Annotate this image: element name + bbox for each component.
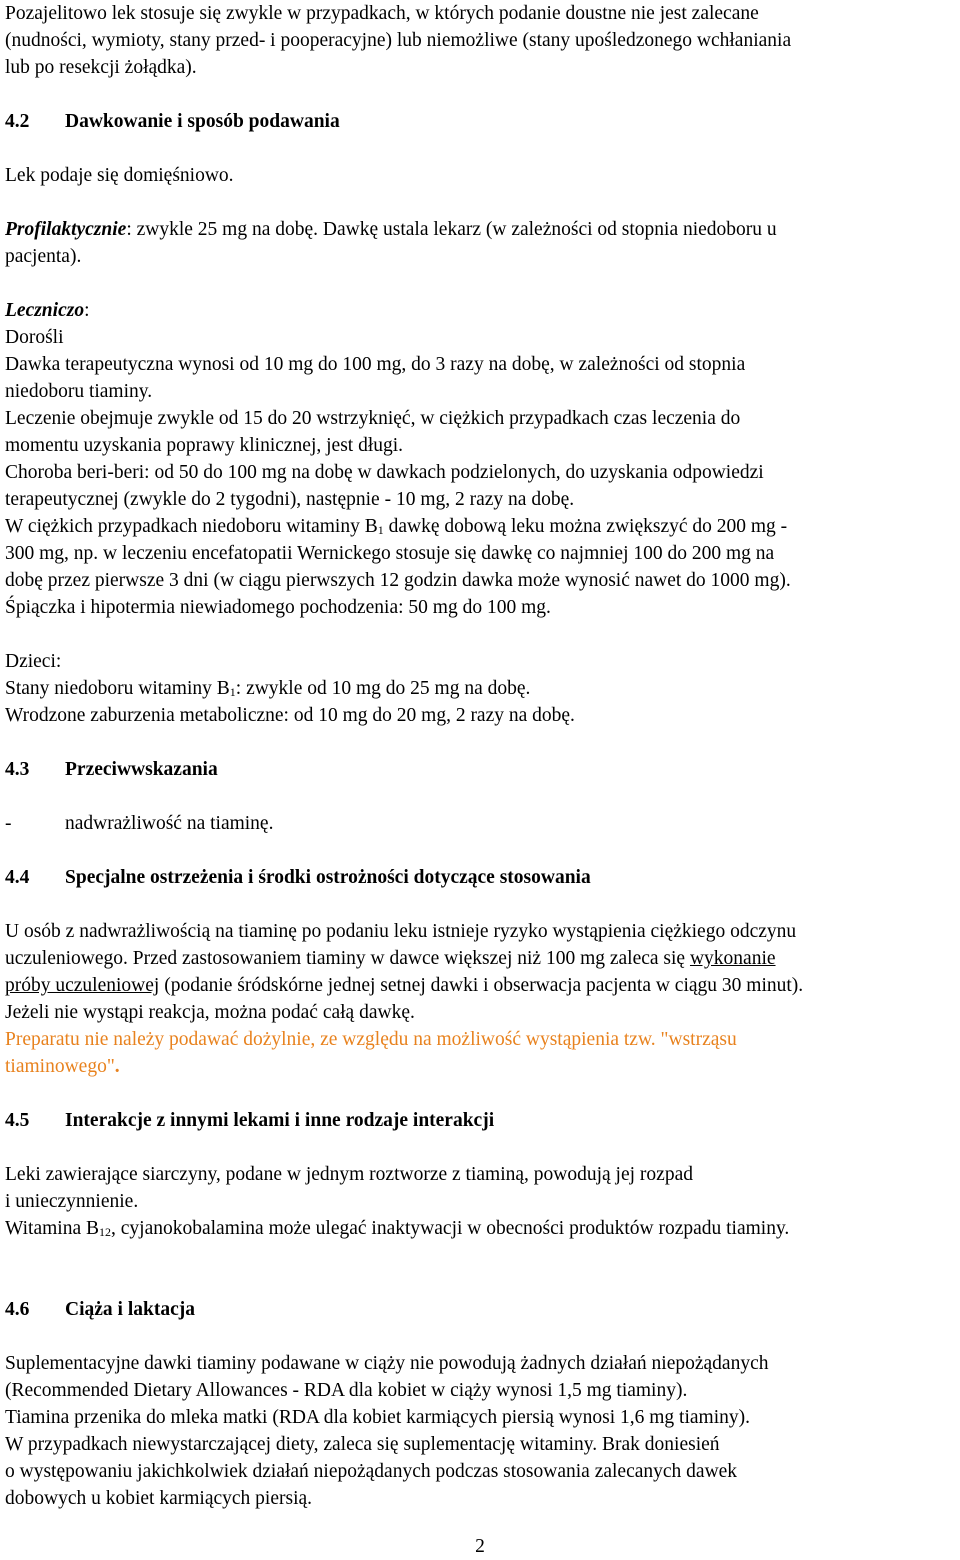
- section-number: 4.4: [5, 867, 30, 888]
- text-line: Leki zawierające siarczyny, podane w jednym roztworze z tiaminą, powodują jej rozpad: [5, 1164, 693, 1185]
- text-segment: , cyjanokobalamina może ulegać inaktywacji w obecności produktów rozpadu tiaminy.: [111, 1218, 790, 1239]
- section-number: 4.5: [5, 1110, 30, 1131]
- text-line: Śpiączka i hipotermia niewiadomego pochodzenia: 50 mg do 100 mg.: [5, 597, 551, 618]
- warning-text: tiaminowego": [5, 1056, 115, 1077]
- subscript: 1: [377, 523, 384, 537]
- warning-line: Preparatu nie należy podawać dożylnie, ze względu na możliwość wystąpienia tzw. "wstrząsu: [5, 1029, 737, 1050]
- intro-paragraph: [5, 0, 940, 81]
- prophylaxis-text: : zwykle 25 mg na dobę. Dawkę ustala lekarz (w zależności od stopnia niedoboru u: [126, 219, 777, 240]
- text-line: (nudności, wymioty, stany przed- i pooperacyjne) lub niemożliwe (stany upośledzonego wchłaniania: [5, 30, 792, 51]
- section-title: Ciąża i laktacja: [65, 1299, 195, 1320]
- text-segment: W ciężkich przypadkach niedoboru witaminy B: [5, 516, 378, 537]
- dash-bullet: -: [5, 813, 12, 834]
- section-heading-4-5: [5, 1107, 940, 1134]
- text-line: W przypadkach niewystarczającej diety, zaleca się suplementację witaminy. Brak doniesień: [5, 1434, 720, 1455]
- text-line: Leczenie obejmuje zwykle od 15 do 20 wstrzyknięć, w ciężkich przypadkach czas leczenia do: [5, 408, 741, 429]
- page-number: 2: [475, 1536, 485, 1557]
- route-text: Lek podaje się domięśniowo.: [5, 165, 234, 186]
- text-line: o występowaniu jakichkolwiek działań niepożądanych podczas stosowania zalecanych dawek: [5, 1461, 738, 1482]
- text-line: [5, 945, 940, 972]
- text-segment: uczuleniowego. Przed zastosowaniem tiaminy w dawce większej niż 100 mg zaleca się: [5, 948, 690, 969]
- section-heading-4-3: [5, 756, 940, 783]
- prophylaxis-paragraph: [5, 216, 940, 243]
- text-line: Pozajelitowo lek stosuje się zwykle w przypadkach, w których podanie doustne nie jest zalecane: [5, 3, 759, 24]
- section-number: 4.6: [5, 1299, 30, 1320]
- text-segment: Witamina B: [5, 1218, 99, 1239]
- section-heading-4-4: [5, 864, 940, 891]
- section-number: 4.2: [5, 111, 30, 132]
- section-title: Dawkowanie i sposób podawania: [65, 111, 340, 132]
- text-segment: dawkę dobową leku można zwiększyć do 200 mg -: [383, 516, 788, 537]
- section-title: Interakcje z innymi lekami i inne rodzaje interakcji: [65, 1110, 495, 1131]
- text-line: [5, 675, 940, 702]
- text-segment: (podanie śródskórne jednej setnej dawki i obserwacja pacjenta w ciągu 30 minut).: [159, 975, 804, 996]
- text-line: dobowych u kobiet karmiących piersią.: [5, 1488, 313, 1509]
- section-heading-4-2: [5, 108, 940, 135]
- text-line: lub po resekcji żołądka).: [5, 57, 197, 78]
- text-line: pacjenta).: [5, 246, 82, 267]
- text-segment: : zwykle od 10 mg do 25 mg na dobę.: [235, 678, 531, 699]
- prophylaxis-label: Profilaktycznie: [5, 219, 127, 240]
- text-line: [5, 513, 940, 540]
- text-line: Choroba beri-beri: od 50 do 100 mg na dobę w dawkach podzielonych, do uzyskania odpowiedzi: [5, 462, 764, 483]
- children-label: Dzieci:: [5, 651, 62, 672]
- text-line: U osób z nadwrażliwością na tiaminę po podaniu leku istnieje ryzyko wystąpienia ciężkiego odczynu: [5, 921, 797, 942]
- text-line: [5, 1215, 940, 1242]
- treatment-label-line: [5, 297, 940, 324]
- text-line: Suplementacyjne dawki tiaminy podawane w ciąży nie powodują żadnych działań niepożądanych: [5, 1353, 769, 1374]
- text-line: (Recommended Dietary Allowances - RDA dla kobiet w ciąży wynosi 1,5 mg tiaminy).: [5, 1380, 688, 1401]
- text-segment: Stany niedoboru witaminy B: [5, 678, 230, 699]
- underlined-text: próby uczuleniowej: [5, 975, 160, 996]
- underlined-text: wykonanie: [689, 948, 776, 969]
- warning-line: [5, 1053, 940, 1080]
- adults-label: Dorośli: [5, 327, 64, 348]
- section-title: Przeciwwskazania: [65, 759, 218, 780]
- text-line: niedoboru tiaminy.: [5, 381, 153, 402]
- text-line: Jeżeli nie wystąpi reakcja, można podać całą dawkę.: [5, 1002, 415, 1023]
- section-number: 4.3: [5, 759, 30, 780]
- section-heading-4-6: [5, 1296, 940, 1323]
- warning-period: .: [114, 1056, 120, 1077]
- document-page: [5, 0, 940, 1512]
- list-item-text: nadwrażliwość na tiaminę.: [65, 813, 274, 834]
- text-line: i unieczynnienie.: [5, 1191, 139, 1212]
- subscript: 1: [229, 685, 236, 699]
- text-line: Wrodzone zaburzenia metaboliczne: od 10 mg do 20 mg, 2 razy na dobę.: [5, 705, 575, 726]
- colon: :: [84, 300, 90, 321]
- treatment-label: Leczniczo: [5, 300, 85, 321]
- text-line: Tiamina przenika do mleka matki (RDA dla kobiet karmiących piersią wynosi 1,6 mg tiaminy).: [5, 1407, 750, 1428]
- list-item: [5, 810, 940, 837]
- text-line: momentu uzyskania poprawy klinicznej, jest długi.: [5, 435, 404, 456]
- text-line: dobę przez pierwsze 3 dni (w ciągu pierwszych 12 godzin dawka może wynosić nawet do 1000 mg).: [5, 570, 791, 591]
- subscript: 12: [99, 1225, 111, 1239]
- text-line: Dawka terapeutyczna wynosi od 10 mg do 100 mg, do 3 razy na dobę, w zależności od stopnia: [5, 354, 746, 375]
- text-line: terapeutycznej (zwykle do 2 tygodni), następnie - 10 mg, 2 razy na dobę.: [5, 489, 575, 510]
- text-line: 300 mg, np. w leczeniu encefatopatii Wernickego stosuje się dawkę co najmniej 100 do 200 mg na: [5, 543, 775, 564]
- section-title: Specjalne ostrzeżenia i środki ostrożności dotyczące stosowania: [65, 867, 591, 888]
- text-line: [5, 972, 940, 999]
